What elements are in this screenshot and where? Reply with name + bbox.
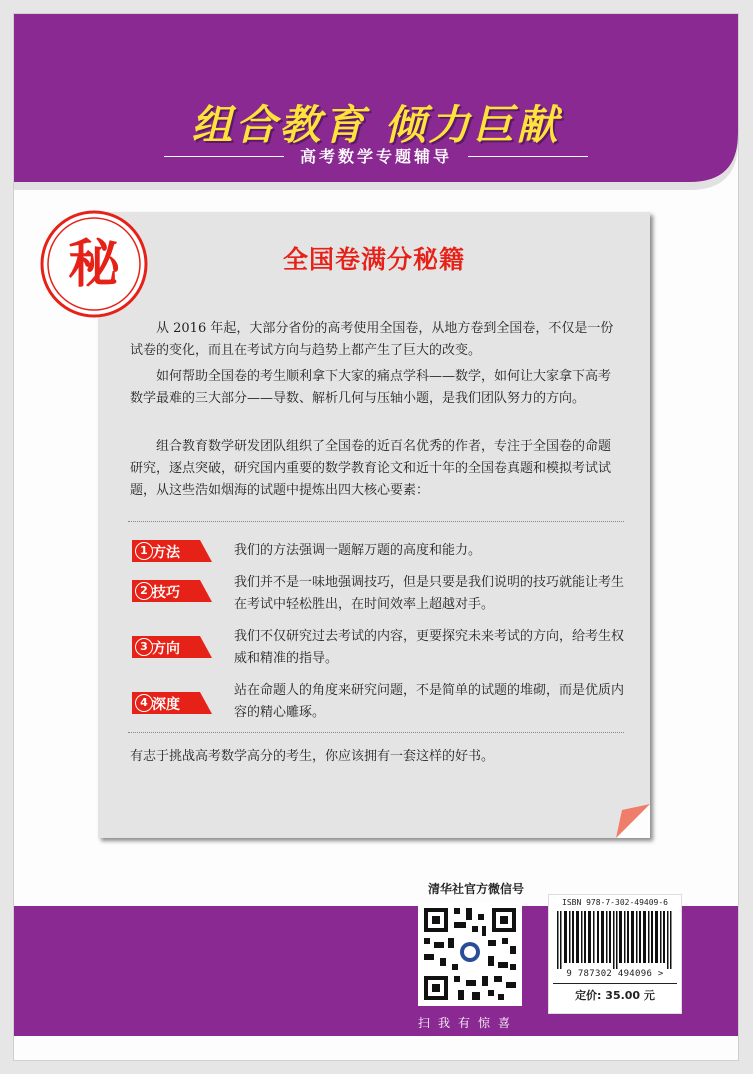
item-label: 技巧: [152, 585, 180, 601]
item-label: 方向: [152, 641, 180, 657]
price-label: 定价: 35.00 元: [575, 989, 655, 1002]
item-number: 1: [135, 542, 153, 560]
dotted-divider-bottom: [128, 732, 624, 733]
dotted-divider-top: [128, 521, 624, 522]
item-number: 4: [135, 694, 153, 712]
intro-paragraph-2: 如何帮助全国卷的考生顺利拿下大家的痛点学科——数学，如何让大家拿下高考数学最难的三大部分——导数、解析几何与压轴小题，是我们团队努力的方向。: [130, 369, 612, 406]
item-text-technique: 我们并不是一味地强调技巧，但是只要是我们说明的技巧就能让考生在考试中轻松胜出，在时间效率上超越对手。: [234, 575, 625, 612]
seal-char: 秘: [67, 234, 121, 295]
intro-paragraph-1: 从 2016 年起，大部分省份的高考使用全国卷，从地方卷到全国卷，不仅是一份试卷的变化，而且在考试方向与趋势上都产生了巨大的改变。: [130, 321, 614, 358]
item-tag-technique: [132, 580, 212, 602]
qr-code[interactable]: [418, 902, 522, 1006]
item-tag-method: [132, 540, 212, 562]
qr-code-icon: [418, 902, 522, 1006]
banner-subtitle: 高考数学专题辅导: [299, 147, 452, 166]
item-number: 2: [135, 582, 153, 600]
item-label: 方法: [152, 545, 180, 561]
closing-sentence: 有志于挑战高考数学高分的考生，你应该拥有一套这样的好书。: [130, 749, 495, 764]
banner-subtitle-row: [14, 144, 738, 168]
item-text-method: 我们的方法强调一题解万题的高度和能力。: [234, 543, 482, 558]
price-divider: [553, 983, 677, 984]
wechat-label: 清华社官方微信号: [427, 882, 524, 896]
intro-paragraph-3: 组合教育数学研发团队组织了全国卷的近百名优秀的作者，专注于全国卷的命题研究，逐点突破，研究国内重要的数学教育论文和近十年的全国卷真题和模拟考试试题，从这些浩如烟海的试题中提炼出四大核心要素：: [130, 439, 612, 498]
banner-slogan: 组合教育 倾力巨献: [191, 101, 561, 149]
page-fold: [616, 804, 650, 838]
item-tag-direction: [132, 636, 212, 658]
item-tag-depth: [132, 692, 212, 714]
book-back-cover: [14, 14, 738, 1060]
item-text-direction: 我们不仅研究过去考试的内容，更要探究未来考试的方向，给考生权威和精准的指导。: [234, 629, 625, 666]
isbn-barcode: [548, 894, 682, 1014]
item-number: 3: [135, 638, 153, 656]
qr-caption: 扫我有惊喜: [417, 1016, 518, 1030]
card-title: 全国卷满分秘籍: [282, 245, 465, 274]
barcode-icon: [557, 911, 673, 969]
item-text-depth: 站在命题人的角度来研究问题，不是简单的试题的堆砌，而是优质内容的精心雕琢。: [234, 683, 625, 720]
item-label: 深度: [152, 697, 180, 713]
divider-right: [468, 156, 588, 157]
barcode-digits: 9 787302 494096 >: [566, 969, 664, 979]
isbn-text: ISBN 978-7-302-49409-6: [562, 898, 668, 907]
